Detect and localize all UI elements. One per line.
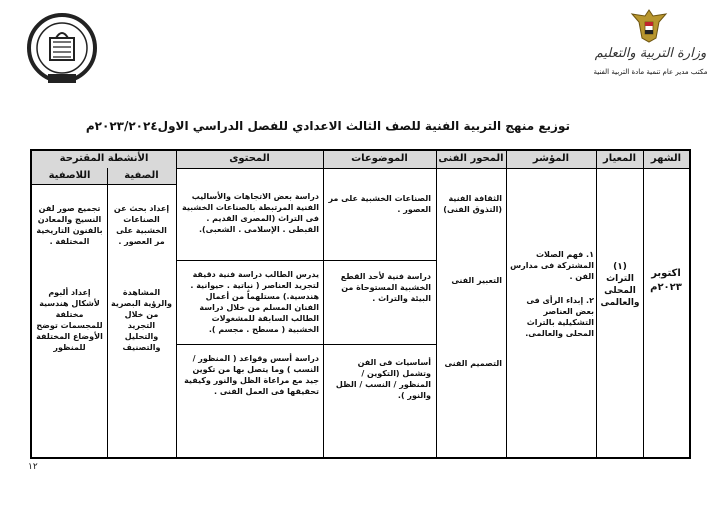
eagle-emblem-icon [626,8,672,44]
seal-logo-icon [26,8,98,88]
header-month: الشهر [650,153,682,164]
office-name: مكتب مدير عام تنمية مادة التربية الفنية [593,68,708,76]
header-topics: الموضوعات [351,153,408,164]
ministry-logo [588,8,713,86]
ministry-name: وزارة التربية والتعليم [594,46,707,61]
col-line-indicator [506,151,507,459]
header-indicator: المؤشر [532,153,570,164]
indicator-2: ٢. إبداء الرأى فى بعض العناصر التشكيلية بالتراث المحلى والعالمى. [525,296,594,338]
header-content: المحتوى [229,153,270,164]
col-line-content [176,151,177,459]
col-line-standard [596,151,597,459]
content-row-3: دراسة أسس وقواعد ( المنظور / النسب ) وما يتصل بها من تكوين جيد مع مراعاة الظل والنور وكيفية تحقيقها فى العمل الفنى . [184,354,319,396]
header-activities: الأنشطة المقترحة [59,153,149,164]
content-row-2: يدرس الطالب دراسة فنية دقيقة لتجريد العناصر ( نباتية . حيوانية . هندسية.) مستلهماً من أعمال الفنان المسلم من خلال دراسة الطالب السابقة للمشغولات الخشبية ( مسطح . مجسم ). [190,270,319,334]
topic-row-3: أساسيات فى الفن وتشمل (التكوين / المنظور / النسب / الظل والنور ). [335,358,431,400]
extracurricular-activity-1: تجميع صور لفن النسيج والمعادن بالفنون التاريخية المختلفة . [36,204,103,246]
col-line-activities-split [107,168,108,459]
classroom-activity-1: إعداد بحث عن الصناعات الخشبية على مر العصور . [113,204,170,246]
topic-row-2: دراسة فنية لأحد القطع الخشبية المستوحاة من البيئة والتراث . [340,272,431,303]
col-line-axis [436,151,437,459]
curriculum-table [30,149,691,459]
classroom-activity-2: المشاهدة والرؤية البصرية من خلال التجريد والتحليل والتصنيف [110,288,173,352]
page-number: ١٢ [28,462,38,472]
month-value: اكتوبر ٢٠٢٣م [650,268,682,293]
row-separator-1 [176,260,436,261]
header-axis: المحور الفنى [438,153,504,164]
row-separator-2 [176,344,436,345]
axis-row-2: التعبير الفنى [451,276,502,285]
col-line-topics [323,151,324,459]
header-extracurricular: اللاصفية [48,170,91,181]
standard-value: (١) التراث المحلى والعالمى [600,262,640,308]
topic-row-1: الصناعات الخشبية على مر العصور . [328,194,431,214]
page-title: توزيع منهج التربية الفنية للصف الثالث الاعدادي للفصل الدراسي الاول٢٠٢٣/٢٠٢٤م [85,119,570,133]
header-standard: المعيار [602,153,637,164]
extracurricular-activity-2: إعداد ألبوم لأشكال هندسية مختلفة للمجسمات توضح الأوضاع المختلفة للمنظور [36,288,103,352]
content-row-1: دراسة بعض الاتجاهات والأساليب الفنية المرتبطة بالصناعات الخشبية فى التراث (المصرى القديم . القبطى . الإسلامى . الشعبى). [182,192,319,234]
axis-row-3: التصميم الفنى [444,359,502,368]
col-line-month [643,151,644,459]
header-bottom-line [176,168,689,169]
activities-subheader-line [32,184,176,185]
header-classroom: الصفية [124,170,159,181]
axis-row-1: الثقافة الفنية (التذوق الفنى) [443,194,502,214]
indicator-1: ١. فهم الصلات المشتركة فى مدارس الفن . [510,250,594,281]
